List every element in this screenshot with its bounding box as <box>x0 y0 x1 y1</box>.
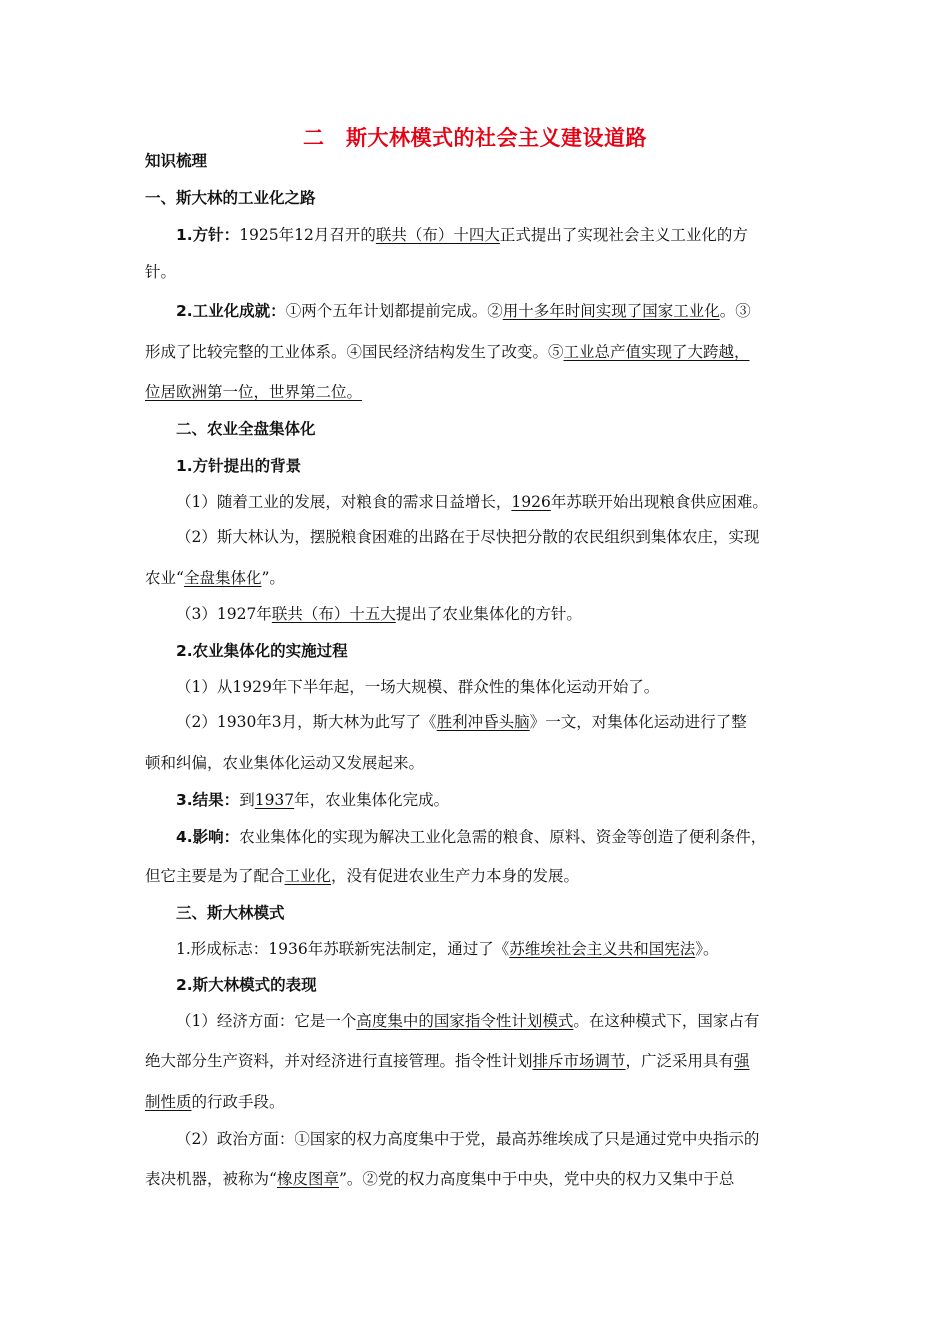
text: 1.形成标志：1936年苏联新宪法制定，通过了《 <box>176 940 510 958</box>
text: （2）1930年3月，斯大林为此写了《 <box>176 713 437 731</box>
paragraph-impact-cont <box>145 865 815 887</box>
background-item-2: （2）斯大林认为，摆脱粮食困难的出路在于尽快把分散的农民组织到集体农庄，实现 <box>176 528 760 546</box>
paragraph-label: 1.方针： <box>176 226 240 244</box>
section-heading-stalin-model: 三、斯大林模式 <box>176 904 285 922</box>
political-aspect: （2）政治方面：①国家的权力高度集中于党，最高苏维埃成了只是通过党中央指示的 <box>176 1130 760 1148</box>
text: ”。 <box>261 569 285 587</box>
page-title: 二 斯大林模式的社会主义建设道路 <box>303 126 647 150</box>
text: 到 <box>239 791 255 809</box>
economic-aspect <box>176 1010 816 1032</box>
underlined-text: 工业总产值实现了大跨越， <box>563 343 750 361</box>
background-item-1 <box>176 491 816 513</box>
underlined-text: 1937 <box>254 791 295 809</box>
underlined-text: 胜利冲昏头脑 <box>436 713 530 731</box>
underlined-text: 橡皮图章 <box>276 1170 339 1188</box>
text: 1925年12月召开的 <box>239 226 376 244</box>
paragraph-result <box>176 789 816 811</box>
political-aspect-cont <box>145 1168 815 1190</box>
underlined-text: 排斥市场调节 <box>532 1052 626 1070</box>
paragraph-achievements-cont <box>145 341 815 363</box>
paragraph-label: 2.工业化成就： <box>176 302 286 320</box>
text: 农业“ <box>145 569 184 587</box>
text: 正式提出了实现社会主义工业化的方 <box>499 226 748 244</box>
text: （1）随着工业的发展，对粮食的需求日益增长， <box>176 493 512 511</box>
text: 农业集体化的实现为解决工业化急需的粮食、原料、资金等创造了便利条件， <box>239 828 767 846</box>
subheading-background: 1.方针提出的背景 <box>176 457 302 475</box>
economic-aspect-cont2 <box>145 1091 815 1113</box>
section-heading-industrialization: 一、斯大林的工业化之路 <box>145 189 316 207</box>
text: 绝大部分生产资料，并对经济进行直接管理。指令性计划 <box>145 1052 533 1070</box>
subheading-process: 2.农业集体化的实施过程 <box>176 642 348 660</box>
process-item-1: （1）从1929年下半年起，一场大规模、群众性的集体化运动开始了。 <box>176 678 660 696</box>
paragraph-formation <box>176 938 816 960</box>
paragraph-impact <box>176 826 816 848</box>
underlined-text: 联共（布）十五大 <box>271 605 396 623</box>
paragraph-policy <box>176 224 816 246</box>
underlined-text: 强 <box>734 1052 750 1070</box>
section-heading-collectivization: 二、农业全盘集体化 <box>176 420 316 438</box>
paragraph-achievements <box>176 300 816 322</box>
underlined-text: 联共（布）十四大 <box>375 226 500 244</box>
text: 的行政手段。 <box>191 1093 285 1111</box>
paragraph-label: 3.结果： <box>176 791 240 809</box>
paragraph-policy-cont: 针。 <box>145 263 177 281</box>
paragraph-achievements-cont2 <box>145 381 815 403</box>
underlined-text: 高度集中的国家指令性计划模式 <box>356 1012 574 1030</box>
paragraph-label: 4.影响： <box>176 828 240 846</box>
underlined-text: 位居欧洲第一位，世界第二位。 <box>145 383 363 401</box>
background-item-3 <box>176 603 816 625</box>
underlined-text: 用十多年时间实现了国家工业化 <box>502 302 720 320</box>
text: 。在这种模式下，国家占有 <box>573 1012 760 1030</box>
text: （3）1927年 <box>176 605 272 623</box>
background-item-2-cont <box>145 567 815 589</box>
heading-knowledge-review: 知识梳理 <box>145 152 208 170</box>
text: ”。②党的权力高度集中于中央，党中央的权力又集中于总 <box>338 1170 735 1188</box>
text: 》一文，对集体化运动进行了整 <box>529 713 747 731</box>
text: 年，农业集体化完成。 <box>294 791 450 809</box>
process-item-2 <box>176 711 816 733</box>
text: 年苏联开始出现粮食供应困难。 <box>550 493 768 511</box>
text: 提出了农业集体化的方针。 <box>395 605 582 623</box>
subheading-manifestations: 2.斯大林模式的表现 <box>176 976 317 994</box>
underlined-text: 1926 <box>511 493 551 511</box>
text: 》。 <box>695 940 719 958</box>
text: 。③ <box>719 302 751 320</box>
text: （1）经济方面：它是一个 <box>176 1012 357 1030</box>
text: ①两个五年计划都提前完成。② <box>285 302 503 320</box>
underlined-text: 工业化 <box>284 867 332 885</box>
text: ，广泛采用具有 <box>625 1052 735 1070</box>
underlined-text: 制性质 <box>145 1093 192 1111</box>
process-item-2-cont: 顿和纠偏，农业集体化运动又发展起来。 <box>145 754 425 772</box>
text: 表决机器，被称为“ <box>145 1170 277 1188</box>
text: 但它主要是为了配合 <box>145 867 285 885</box>
text: 形成了比较完整的工业体系。④国民经济结构发生了改变。⑤ <box>145 343 564 361</box>
economic-aspect-cont <box>145 1050 815 1072</box>
underlined-text: 全盘集体化 <box>183 569 262 587</box>
underlined-text: 苏维埃社会主义共和国宪法 <box>509 940 696 958</box>
text: ，没有促进农业生产力本身的发展。 <box>331 867 580 885</box>
